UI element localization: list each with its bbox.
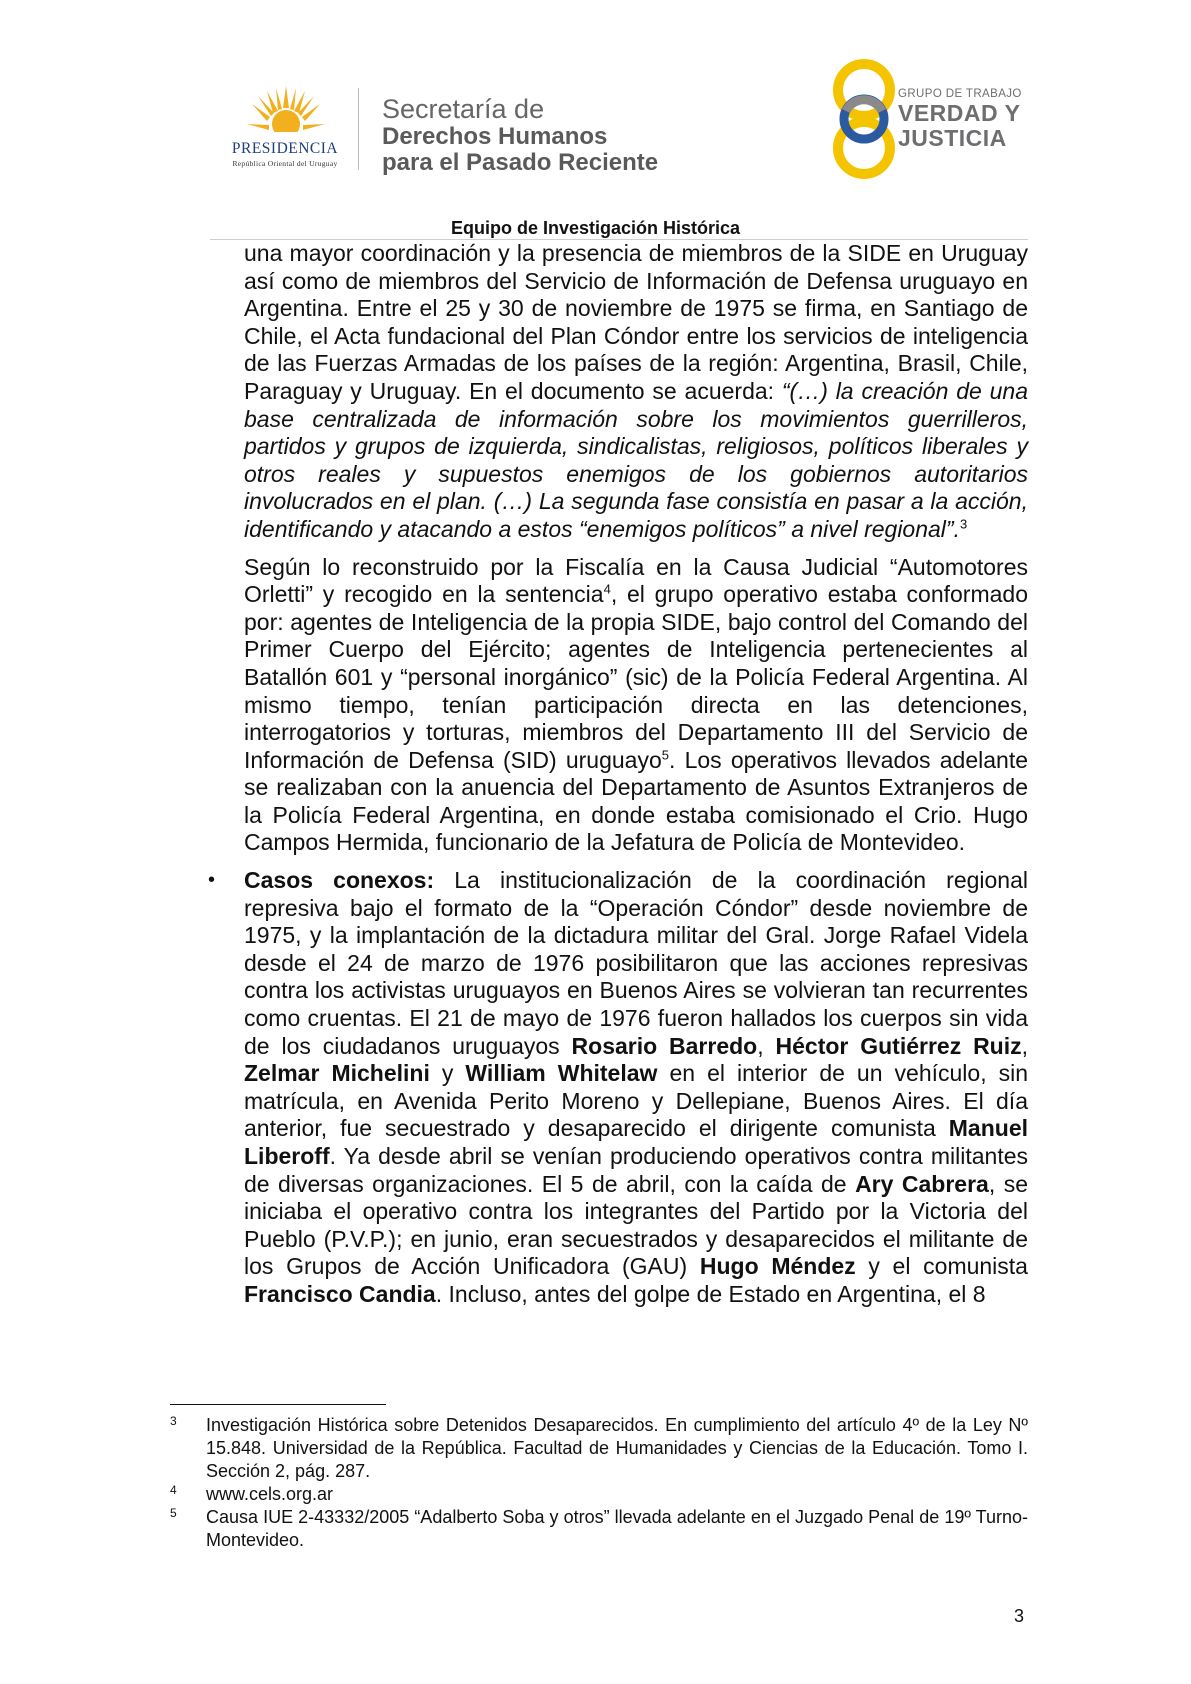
secretaria-logo-text — [382, 94, 658, 176]
bullet-heading: Casos conexos: — [244, 867, 435, 894]
paragraph-plan-condor — [244, 240, 1028, 544]
bullet-text: . Incluso, antes del golpe de Estado en Argentina, el 8 — [435, 1280, 986, 1307]
bullet-text: . Ya desde abril se venían produciendo operativos contra militantes de diversas organizaciones. El 5 de abril, con la caída de — [244, 1143, 1028, 1197]
person-name: Manuel Liberoff — [244, 1115, 1028, 1169]
grupo-logo-text — [898, 88, 1022, 151]
footnote-number: 4 — [170, 1483, 177, 1497]
paragraph-text: una mayor coordinación y la presencia de miembros de la SIDE en Uruguay así como de miembros del Servicio de Información de Defensa uruguayo en Argentina. Entre el 25 y 30 de noviembre de 1975 se firma, en Santiago de Chile, el Acta fundacional del Plan Cóndor entre los servicios de inteligencia de las Fuerzas Armadas de los países de la región: Argentina, Brasil, Chile, Paraguay y Uruguay. En el documento se acuerda: — [244, 240, 1028, 404]
person-name: Hugo Méndez — [699, 1253, 856, 1280]
bullet-paragraph — [244, 867, 1028, 1309]
footnote-3 — [170, 1414, 1028, 1483]
bullet-text: y el comunista — [855, 1253, 1028, 1280]
footnote-number: 5 — [170, 1506, 177, 1520]
secretaria-line-1: Secretaría de — [382, 94, 545, 124]
bullet-casos-conexos — [208, 867, 1029, 1309]
bullet-text: , — [757, 1032, 776, 1059]
paragraph-text: . Los operativos llevados adelante se realizaban con la anuencia del Departamento de Asuntos Extranjeros de la Policía Federal Argentina, en donde estaba comisionado el Crio. Hugo Campos Hermida, funcionario de la Jefatura de Policía de Montevideo. — [244, 746, 1028, 856]
person-name: Héctor Gutiérrez Ruiz — [775, 1032, 1022, 1059]
bullet-text: , se iniciaba el operativo contra los integrantes del Partido por la Victoria del Pueblo (P.V.P.); en junio, eran secuestrados y desaparecidos el militante de los Grupos de Acción Unificadora (GAU) — [244, 1170, 1028, 1280]
person-name: Zelmar Michelini — [244, 1060, 430, 1087]
footnote-ref: 5 — [661, 747, 669, 763]
footnote-text: Causa IUE 2-43332/2005 “Adalberto Soba y otros” llevada adelante en el Juzgado Penal de 19º Turno-Montevideo. — [206, 1507, 1028, 1550]
person-name: Francisco Candia — [244, 1280, 436, 1307]
presidencia-subtitle: República Oriental del Uruguay — [232, 159, 338, 168]
grupo-line-1: GRUPO DE TRABAJO — [898, 88, 1022, 100]
paragraph-orletti — [244, 554, 1028, 858]
team-title: Equipo de Investigación Histórica — [450, 218, 741, 238]
footnote-4 — [170, 1483, 1028, 1506]
presidencia-name: PRESIDENCIA — [231, 140, 339, 157]
footnote-5 — [170, 1506, 1028, 1552]
grupo-line-2: VERDAD Y — [898, 100, 1021, 126]
footnote-link[interactable]: www.cels.org.ar — [206, 1484, 334, 1504]
footnote-ref: 3 — [959, 516, 968, 532]
secretaria-line-2: Derechos Humanos — [382, 123, 608, 150]
quote-text: “(…) la creación de una base centralizada de información sobre los movimientos guerrilleros, partidos y grupos de izquierda, sindicalistas, religiosos, políticos liberales y otros reales y supuestos enemigos de los gobiernos autoritarios involucrados en el plan. (…) La segunda fase consistía en pasar a la acción, identificando y atacando a estos “enemigos políticos” a nivel regional”. — [244, 377, 1028, 542]
person-name: William Whitelaw — [465, 1060, 658, 1087]
footnote-separator — [170, 1404, 386, 1405]
bullet-text: en el interior de un vehículo, sin matrícula, en Avenida Perito Moreno y Dellepiane, Buenos Aires. El día anterior, fue secuestrado y desaparecido el dirigente comunista — [244, 1060, 1029, 1142]
page-number: 3 — [1014, 1606, 1025, 1626]
bullet-marker: • — [208, 869, 216, 892]
bullet-text: , — [1021, 1032, 1029, 1059]
bullet-text: y — [429, 1060, 466, 1087]
grupo-line-3: JUSTICIA — [898, 125, 1007, 151]
sun-icon — [247, 84, 325, 140]
document-body — [208, 240, 1029, 1309]
footnote-text: Investigación Histórica sobre Detenidos Desaparecidos. En cumplimiento del artículo 4º de la Ley Nº 15.848. Universidad de la República. Facultad de Humanidades y Ciencias de la Educación. Tomo I. Sección 2, pág. 287. — [206, 1415, 1028, 1481]
bullet-text: La institucionalización de la coordinación regional represiva bajo el formato de la “Operación Cóndor” desde noviembre de 1975, y la implantación de la dictadura militar del Gral. Jorge Rafael Videla desde el 24 de marzo de 1976 posibilitaron que las acciones represivas contra los activistas uruguayos en Buenos Aires se volvieran tan recurrentes como cruentas. El 21 de mayo de 1976 fueron hallados los cuerpos sin vida de los ciudadanos uruguayos — [244, 867, 1028, 1059]
footnote-number: 3 — [170, 1414, 177, 1428]
person-name: Rosario Barredo — [571, 1032, 758, 1059]
footnotes — [170, 1414, 1028, 1552]
page-header — [0, 0, 1191, 250]
presidencia-logo — [205, 84, 365, 174]
person-name: Ary Cabrera — [855, 1170, 989, 1197]
secretaria-line-3: para el Pasado Reciente — [382, 149, 659, 176]
rings-icon — [824, 56, 904, 182]
paragraph-text: Según lo reconstruido por la Fiscalía en la Causa Judicial “Automotores Orletti” y recogido en la sentencia — [244, 553, 1028, 608]
footnote-ref: 4 — [603, 581, 611, 597]
paragraph-text: , el grupo operativo estaba conformado por: agentes de Inteligencia de la propia SIDE, bajo control del Comando del Primer Cuerpo del Ejército; agentes de Inteligencia pertenecientes al Batallón 601 y “personal inorgánico” (sic) de la Policía Federal Argentina. Al mismo tiempo, tenían participación directa en las detenciones, interrogatorios y torturas, miembros del Departamento III del Servicio de Información de Defensa (SID) uruguayo — [244, 581, 1028, 773]
logo-divider — [358, 88, 359, 170]
